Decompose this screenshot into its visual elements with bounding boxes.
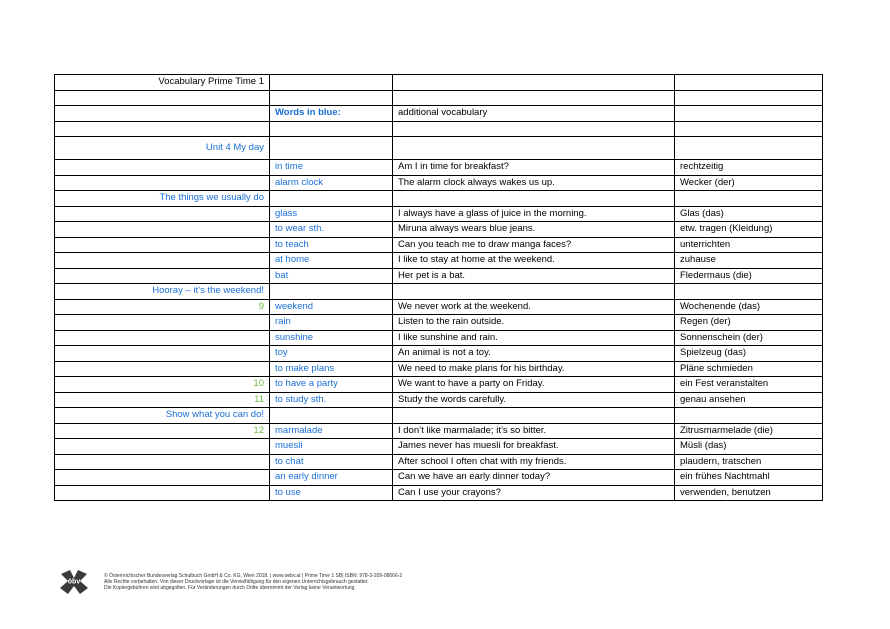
vocab-word: to chat: [270, 454, 393, 470]
german-translation: etw. tragen (Kleidung): [675, 222, 823, 238]
exercise-number: [55, 175, 270, 191]
copyright-footer: [104, 573, 402, 591]
vocab-word: weekend: [270, 299, 393, 315]
german-translation: Zitrusmarmelade (die): [675, 423, 823, 439]
exercise-number: [55, 439, 270, 455]
empty-row: [55, 121, 823, 137]
exercise-number: [55, 485, 270, 501]
example-sentence: Am I in time for breakfast?: [393, 160, 675, 176]
example-sentence: Listen to the rain outside.: [393, 315, 675, 331]
section-heading: Show what you can do!: [55, 408, 270, 424]
section-heading: The things we usually do: [55, 191, 270, 207]
oebv-logo-icon: [58, 566, 90, 598]
vocab-entry-row: [55, 439, 823, 455]
unit-heading: Unit 4 My day: [55, 137, 270, 160]
vocab-word: glass: [270, 206, 393, 222]
section-heading: Hooray – it’s the weekend!: [55, 284, 270, 300]
example-sentence: Study the words carefully.: [393, 392, 675, 408]
german-translation: Fledermaus (die): [675, 268, 823, 284]
footer-line-3: Die Kopiergebühren sind abgegolten. Für Veränderungen durch Dritte übernimmt der Verlag keine Verantwortung.: [104, 585, 356, 591]
legend-row: [55, 106, 823, 122]
vocab-word: rain: [270, 315, 393, 331]
exercise-number: [55, 237, 270, 253]
section-heading-row: [55, 408, 823, 424]
logo-text: öbv: [67, 578, 81, 586]
vocab-word: alarm clock: [270, 175, 393, 191]
vocab-entry-row: [55, 268, 823, 284]
exercise-number: [55, 330, 270, 346]
vocab-word: to make plans: [270, 361, 393, 377]
example-sentence: Can we have an early dinner today?: [393, 470, 675, 486]
vocab-entry-row: [55, 377, 823, 393]
example-sentence: We never work at the weekend.: [393, 299, 675, 315]
vocab-entry-row: [55, 175, 823, 191]
vocab-entry-row: [55, 299, 823, 315]
vocab-entry-row: [55, 470, 823, 486]
example-sentence: I don’t like marmalade; it’s so bitter.: [393, 423, 675, 439]
exercise-number: [55, 454, 270, 470]
example-sentence: I like to stay at home at the weekend.: [393, 253, 675, 269]
german-translation: plaudern, tratschen: [675, 454, 823, 470]
vocab-word: sunshine: [270, 330, 393, 346]
vocab-entry-row: [55, 454, 823, 470]
vocabulary-title: Vocabulary Prime Time 1: [55, 75, 270, 91]
vocab-entry-row: [55, 361, 823, 377]
example-sentence: An animal is not a toy.: [393, 346, 675, 362]
exercise-number: [55, 222, 270, 238]
vocab-word: marmalade: [270, 423, 393, 439]
exercise-number: [55, 361, 270, 377]
example-sentence: We need to make plans for his birthday.: [393, 361, 675, 377]
exercise-number: 9: [55, 299, 270, 315]
vocab-word: to wear sth.: [270, 222, 393, 238]
vocab-word: muesli: [270, 439, 393, 455]
exercise-number: [55, 206, 270, 222]
vocab-word: to teach: [270, 237, 393, 253]
example-sentence: The alarm clock always wakes us up.: [393, 175, 675, 191]
vocab-word: bat: [270, 268, 393, 284]
vocab-entry-row: [55, 330, 823, 346]
vocab-word: to use: [270, 485, 393, 501]
example-sentence: We want to have a party on Friday.: [393, 377, 675, 393]
german-translation: rechtzeitig: [675, 160, 823, 176]
vocab-word: to study sth.: [270, 392, 393, 408]
example-sentence: Miruna always wears blue jeans.: [393, 222, 675, 238]
exercise-number: [55, 160, 270, 176]
german-translation: zuhause: [675, 253, 823, 269]
title-row: [55, 75, 823, 91]
exercise-number: 12: [55, 423, 270, 439]
empty-row: [55, 90, 823, 106]
german-translation: genau ansehen: [675, 392, 823, 408]
german-translation: ein Fest veranstalten: [675, 377, 823, 393]
footer-line-1: © Österreichischer Bundesverlag Schulbuch GmbH & Co. KG, Wien 2018. | www.oebv.at | Prime Time 1 SB| ISBN: 978-3-209-08666-2: [104, 573, 403, 579]
german-translation: verwenden, benutzen: [675, 485, 823, 501]
german-translation: Regen (der): [675, 315, 823, 331]
exercise-number: 11: [55, 392, 270, 408]
vocab-entry-row: [55, 392, 823, 408]
vocab-entry-row: [55, 346, 823, 362]
vocab-word: an early dinner: [270, 470, 393, 486]
example-sentence: I always have a glass of juice in the morning.: [393, 206, 675, 222]
vocab-word: to have a party: [270, 377, 393, 393]
example-sentence: Her pet is a bat.: [393, 268, 675, 284]
german-translation: ein frühes Nachtmahl: [675, 470, 823, 486]
vocab-entry-row: [55, 237, 823, 253]
vocab-entry-row: [55, 315, 823, 331]
unit-heading-row: [55, 137, 823, 160]
german-translation: Sonnenschein (der): [675, 330, 823, 346]
footer-line-2: Alle Rechte vorbehalten. Von dieser Druckvorlage ist die Vervielfältigung für den eigenen Unterrichtsgebrauch gestattet.: [104, 579, 369, 585]
vocabulary-table: [54, 74, 823, 501]
vocab-entry-row: [55, 253, 823, 269]
german-translation: Müsli (das): [675, 439, 823, 455]
vocab-word: at home: [270, 253, 393, 269]
german-translation: unterrichten: [675, 237, 823, 253]
example-sentence: James never has muesli for breakfast.: [393, 439, 675, 455]
german-translation: Spielzeug (das): [675, 346, 823, 362]
vocab-entry-row: [55, 222, 823, 238]
exercise-number: [55, 253, 270, 269]
vocab-entry-row: [55, 485, 823, 501]
legend-text: additional vocabulary: [393, 106, 675, 122]
legend-label: Words in blue:: [270, 106, 393, 122]
exercise-number: [55, 346, 270, 362]
vocab-entry-row: [55, 160, 823, 176]
exercise-number: [55, 315, 270, 331]
example-sentence: Can I use your crayons?: [393, 485, 675, 501]
german-translation: Glas (das): [675, 206, 823, 222]
exercise-number: [55, 470, 270, 486]
example-sentence: Can you teach me to draw manga faces?: [393, 237, 675, 253]
german-translation: Pläne schmieden: [675, 361, 823, 377]
vocab-entry-row: [55, 423, 823, 439]
vocab-word: toy: [270, 346, 393, 362]
german-translation: Wochenende (das): [675, 299, 823, 315]
section-heading-row: [55, 191, 823, 207]
vocab-word: in time: [270, 160, 393, 176]
example-sentence: After school I often chat with my friends.: [393, 454, 675, 470]
section-heading-row: [55, 284, 823, 300]
exercise-number: 10: [55, 377, 270, 393]
german-translation: Wecker (der): [675, 175, 823, 191]
exercise-number: [55, 268, 270, 284]
example-sentence: I like sunshine and rain.: [393, 330, 675, 346]
vocab-entry-row: [55, 206, 823, 222]
